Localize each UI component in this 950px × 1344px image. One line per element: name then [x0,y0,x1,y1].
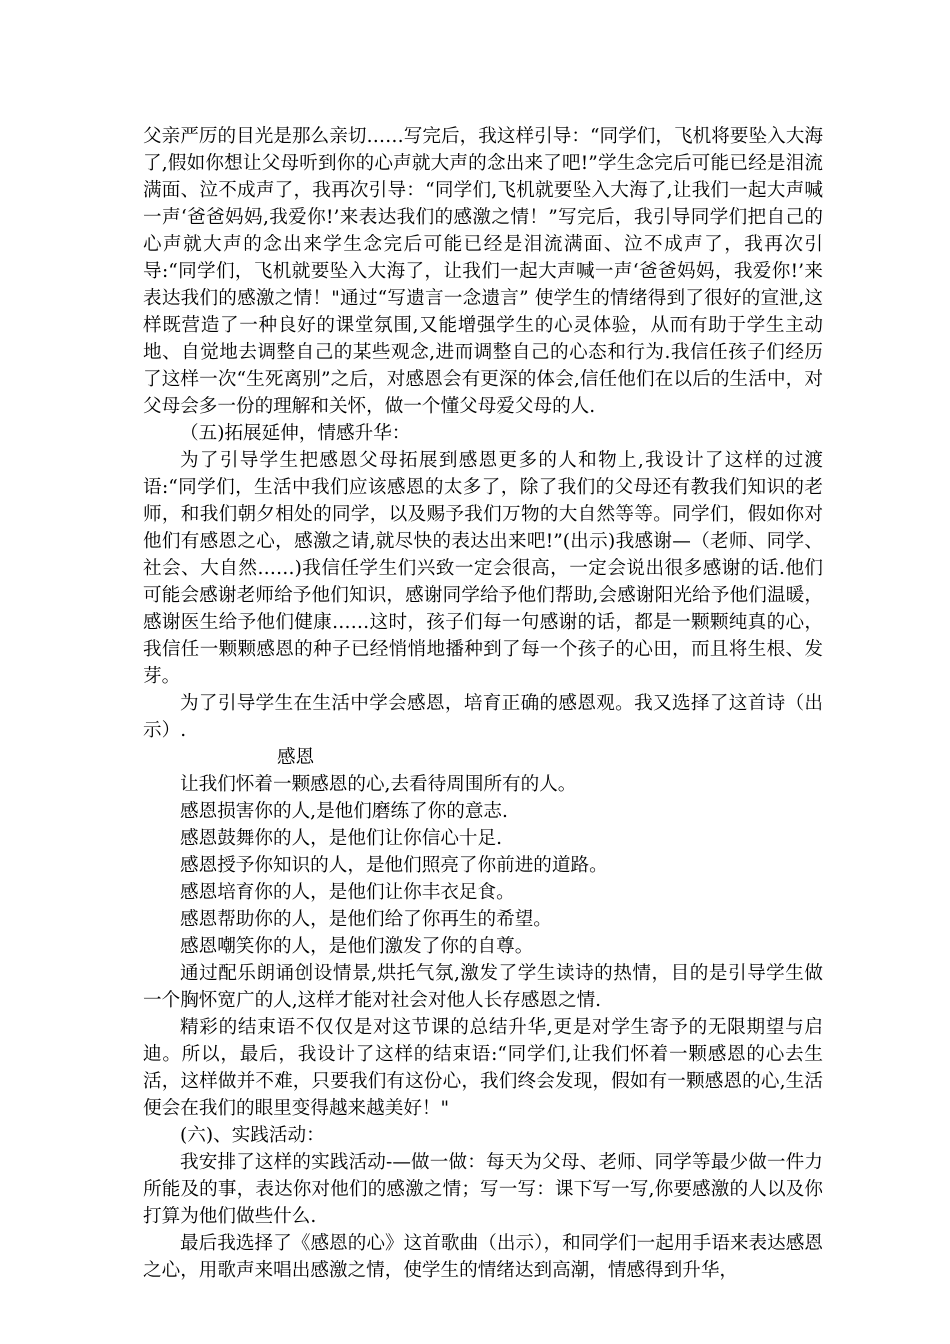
paragraph-recitation: 通过配乐朗诵创设情景,烘托气氛,激发了学生读诗的热情，目的是引导学生做一个胸怀宽广的人,这样才能对社会对他人长存感恩之情. [143,963,823,1011]
paragraph-poem-intro: 为了引导学生在生活中学会感恩，培育正确的感恩观。我又选择了这首诗（出示）. [143,693,823,741]
poem-line: 感恩损害你的人,是他们磨练了你的意志. [180,801,508,822]
poem-line: 让我们怀着一颗感恩的心,去看待周围所有的人。 [180,774,577,795]
poem-line: 感恩培育你的人，是他们让你丰衣足食。 [180,882,515,903]
paragraph-extension: 为了引导学生把感恩父母拓展到感恩更多的人和物上,我设计了这样的过渡语:“同学们，生活中我们应该感恩的太多了，除了我们的父母还有教我们知识的老师，和我们朝夕相处的同学，以及赐予我们万物的大自然等等。同学们，假如你对他们有感恩之心，感激之请,就尽快的表达出来吧!”(出示)我感谢—（老师、同学、社会、大自然……)我信任学生们兴致一定会很高，一定会说出很多感谢的话.他们可能会感谢老师给予他们知识，感谢同学给予他们帮助,会感谢阳光给予他们温暖，感谢医生给予他们健康……这时，孩子们每一句感谢的话，都是一颗颗纯真的心，我信任一颗颗感恩的种子已经悄悄地播种到了每一个孩子的心田，而且将生根、发芽。 [143,450,823,687]
poem-title: 感恩 [277,747,315,768]
paragraph-song: 最后我选择了《感恩的心》这首歌曲（出示），和同学们一起用手语来表达感恩之心，用歌声来唱出感激之情，使学生的情绪达到高潮，情感得到升华， [143,1233,823,1281]
section-heading-five: （五)拓展延伸，情感升华： [180,423,411,444]
paragraph-intro: 父亲严厉的目光是那么亲切……写完后，我这样引导：“同学们，飞机将要坠入大海了,假如你想让父母听到你的心声就大声的念出来了吧!”学生念完后可能已经是泪流满面、泣不成声了，我再次引导：“同学们,飞机就要坠入大海了,让我们一起大声喊一声‘爸爸妈妈,我爱你!’来表达我们的感激之情！”写完后，我引导同学们把自己的心声就大声的念出来学生念完后可能已经是泪流满面、泣不成声了，我再次引导:“同学们，飞机就要坠入大海了，让我们一起大声喊一声‘爸爸妈妈，我爱你!’来表达我们的感激之情！"通过“写遗言一念遗言” 使学生的情绪得到了很好的宣泄,这样既营造了一种良好的课堂氛围,又能增强学生的心灵体验，从而有助于学生主动地、自觉地去调整自己的某些观念,进而调整自己的心态和行为.我信任孩子们经历了这样一次“生死离别”之后，对感恩会有更深的体会,信任他们在以后的生活中，对父母会多一份的理解和关怀，做一个懂父母爱父母的人. [143,126,823,417]
poem-line: 感恩嘲笑你的人，是他们激发了你的自尊。 [180,936,534,957]
poem-line: 感恩鼓舞你的人，是他们让你信心十足. [180,828,503,849]
poem-line: 感恩帮助你的人，是他们给了你再生的希望。 [180,909,552,930]
paragraph-closing-remarks: 精彩的结束语不仅仅是对这节课的总结升华,更是对学生寄予的无限期望与启迪。所以，最后，我设计了这样的结束语:“同学们,让我们怀着一颗感恩的心去生活，这样做并不难，只要我们有这份心，我们终会发现，假如有一颗感恩的心,生活便会在我们的眼里变得越来越美好！" [143,1017,823,1119]
poem-line: 感恩授予你知识的人，是他们照亮了你前进的道路。 [180,855,608,876]
section-heading-six: (六)、实践活动： [180,1125,325,1146]
document-body [143,123,823,1284]
paragraph-practice: 我安排了这样的实践活动-—做一做：每天为父母、老师、同学等最少做一件力所能及的事，表达你对他们的感激之情；写一写：课下写一写,你要感激的人以及你打算为他们做些什么. [143,1152,823,1227]
